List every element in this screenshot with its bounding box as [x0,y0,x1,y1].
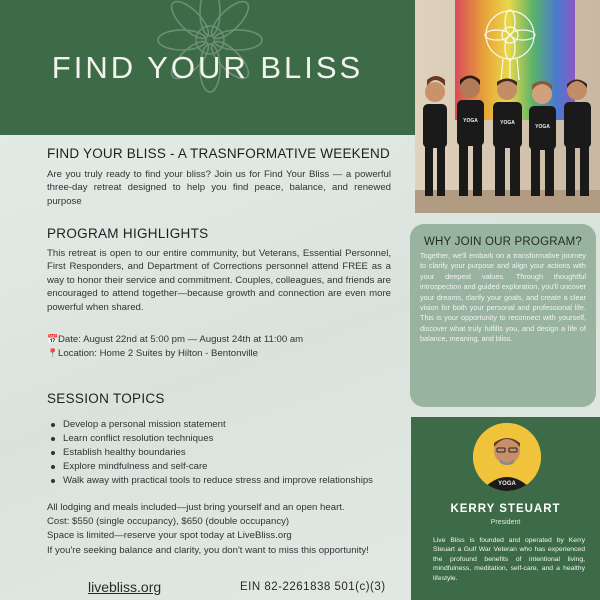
list-item: Establish healthy boundaries [63,446,373,460]
list-item: Walk away with practical tools to reduce stress and improve relationships [63,475,373,486]
ein-text: EIN 82-2261838 501(c)(3) [240,581,386,593]
topics-heading: SESSION TOPICS [47,391,165,406]
avatar [473,423,541,491]
founder-bio-text: Live Bliss is founded and operated by Kerry Steuart a Gulf War Veteran who has experienced the profound benefits of intentional living, mindfulness, meditation, self-care, and a healthy lifestyle. [433,537,585,582]
location-pin-icon: 📍 [47,348,59,358]
closing-text: If you're seeking balance and clarity, you don't want to miss this opportunity! [47,545,369,556]
space-text: Space is limited—reserve your spot today at LiveBliss.org [47,530,292,541]
event-date [47,334,303,345]
lodging-text: All lodging and meals included—just bring yourself and an open heart. [47,502,345,513]
group-photo [415,0,600,213]
highlights-heading: PROGRAM HIGHLIGHTS [47,226,209,241]
highlights-text: This retreat is open to our entire community, but Veterans, Essential Personnel, First Responders, and Department of Corrections personnel attend FREE as a way to honor their service and commitment. Couples, colleagues, and friends are encouraged to attend together—because growth and connection are even more powerful when shared. [47,248,391,313]
event-date-text: Date: August 22nd at 5:00 pm — August 24th at 11:00 am [58,334,304,345]
group-photo-illustration [415,0,600,213]
cost-text: Cost: $550 (single occupancy), $650 (double occupancy) [47,516,290,527]
shirt-label: YOGA [463,118,478,124]
shirt-label: YOGA [500,120,515,126]
website-link[interactable]: livebliss.org [88,579,162,595]
why-title: WHY JOIN OUR PROGRAM? [424,236,582,248]
topics-list [63,418,373,488]
page-title: FIND YOUR BLISS [51,50,364,85]
list-item: Develop a personal mission statement [63,418,373,432]
calendar-icon: 📅 [47,334,59,344]
event-location [47,348,258,359]
list-item: Explore mindfulness and self-care [63,460,373,474]
shirt-label: YOGA [535,124,550,130]
shirt-label: YOGA [498,481,516,487]
list-item: Learn conflict resolution techniques [63,432,373,446]
founder-bio [411,417,600,600]
main-content [0,135,410,600]
why-join-box [410,224,596,407]
intro-text: Are you truly ready to find your bliss? Join us for Find Your Bliss — a powerful three-day retreat designed to help you find peace, balance, and renewed purpose [47,169,391,207]
intro-heading: FIND YOUR BLISS - A TRASNFORMATIVE WEEKEND [47,146,390,161]
founder-name: KERRY STEUART [450,503,561,515]
why-text: Together, we'll embark on a transformative journey to clarify your purpose and align your actions with your deepest values. Through thoughtful introspection and guided exploration, you'll uncover your dreams, clarify your goals, and create a clear vision for both your personal and professional life. This is your opportunity to reconnect with yourself, discover what truly fulfills you, and design a life of balance, meaning, and bliss. [420,251,586,344]
founder-portrait [473,423,541,491]
header-banner [0,0,415,135]
event-location-text: Location: Home 2 Suites by Hilton - Bentonville [58,348,258,359]
founder-role: President [490,519,521,526]
